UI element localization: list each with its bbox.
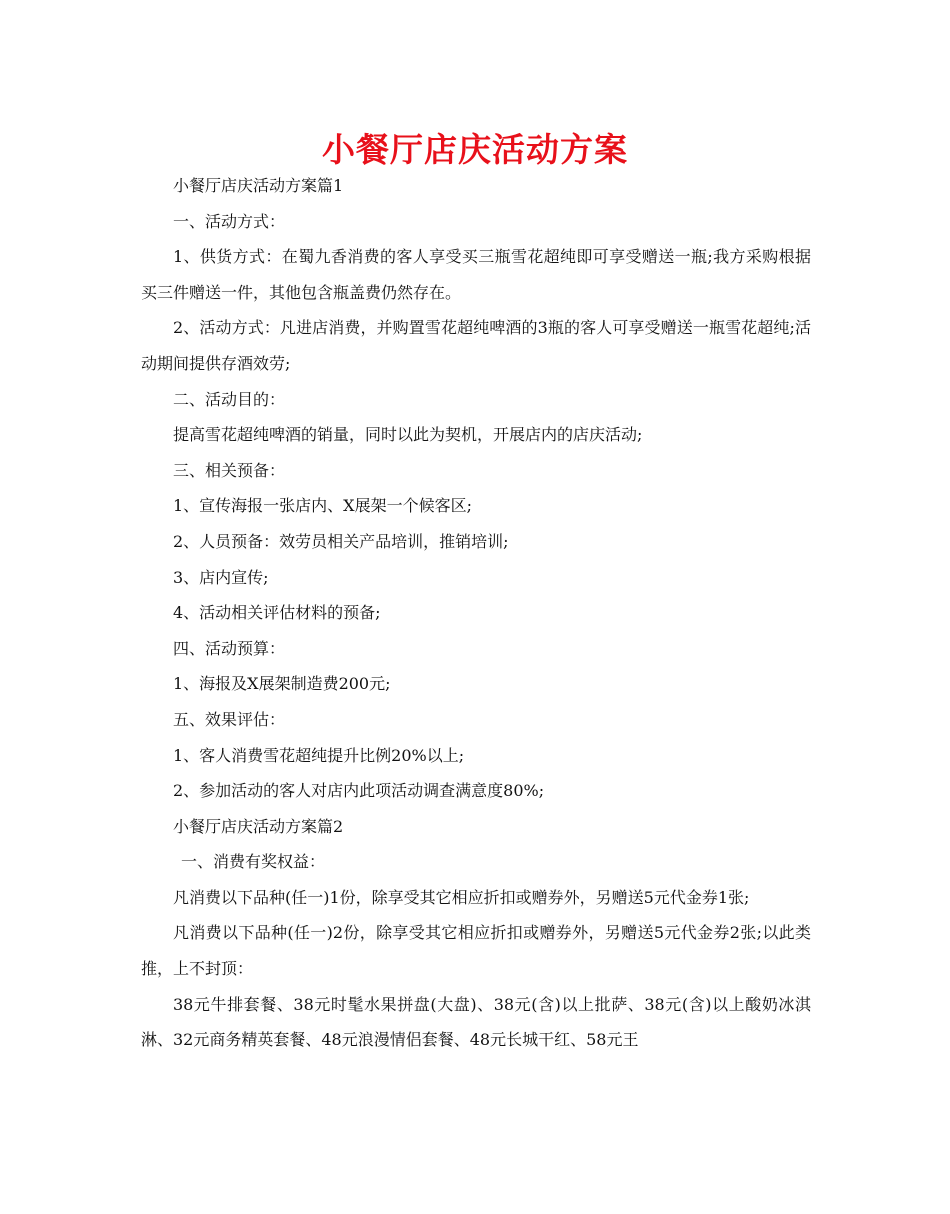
section-heading: 小餐厅店庆活动方案篇2 xyxy=(173,816,344,836)
paragraph: 3、店内宣传; xyxy=(173,567,269,587)
paragraph: 38元牛排套餐、38元时髦水果拼盘(大盘)、38元(含)以上批萨、38元(含)以上酸奶冰淇淋、32元商务精英套餐、48元浪漫情侣套餐、48元长城干红、58元王 xyxy=(141,994,811,1050)
paragraph: 2、人员预备：效劳员相关产品培训，推销培训; xyxy=(173,531,509,551)
paragraph: 凡消费以下品种(任一)2份，除享受其它相应折扣或赠券外，另赠送5元代金券2张;以此类推，上不封顶： xyxy=(141,923,811,979)
paragraph: 1、客人消费雪花超纯提升比例20%以上; xyxy=(173,745,465,765)
section-heading: 三、相关预备： xyxy=(173,460,286,480)
document-title: 小餐厅店庆活动方案 xyxy=(322,130,628,169)
paragraph: 2、参加活动的客人对店内此项活动调查满意度80%; xyxy=(173,781,545,801)
section-heading: 四、活动预算： xyxy=(173,638,286,658)
paragraph: 2、活动方式：凡进店消费，并购置雪花超纯啤酒的3瓶的客人可享受赠送一瓶雪花超纯;活动期间提供存酒效劳; xyxy=(141,318,811,373)
paragraph: 1、宣传海报一张店内、X展架一个候客区; xyxy=(173,496,472,516)
paragraph: 1、海报及X展架制造费200元; xyxy=(173,674,391,694)
section-heading: 一、消费有奖权益： xyxy=(181,852,326,872)
paragraph: 1、供货方式：在蜀九香消费的客人享受买三瓶雪花超纯即可享受赠送一瓶;我方采购根据买三件赠送一件，其他包含瓶盖费仍然存在。 xyxy=(141,247,811,302)
paragraph: 凡消费以下品种(任一)1份，除享受其它相应折扣或赠券外，另赠送5元代金券1张; xyxy=(173,887,750,907)
section-heading: 五、效果评估： xyxy=(173,709,286,729)
paragraph: 提高雪花超纯啤酒的销量，同时以此为契机，开展店内的店庆活动; xyxy=(173,425,643,445)
section-heading: 小餐厅店庆活动方案篇1 xyxy=(173,176,344,195)
document-body xyxy=(141,168,811,1058)
paragraph: 4、活动相关评估材料的预备; xyxy=(173,603,381,623)
section-heading: 二、活动目的： xyxy=(173,389,286,409)
section-heading: 一、活动方式： xyxy=(173,211,286,231)
